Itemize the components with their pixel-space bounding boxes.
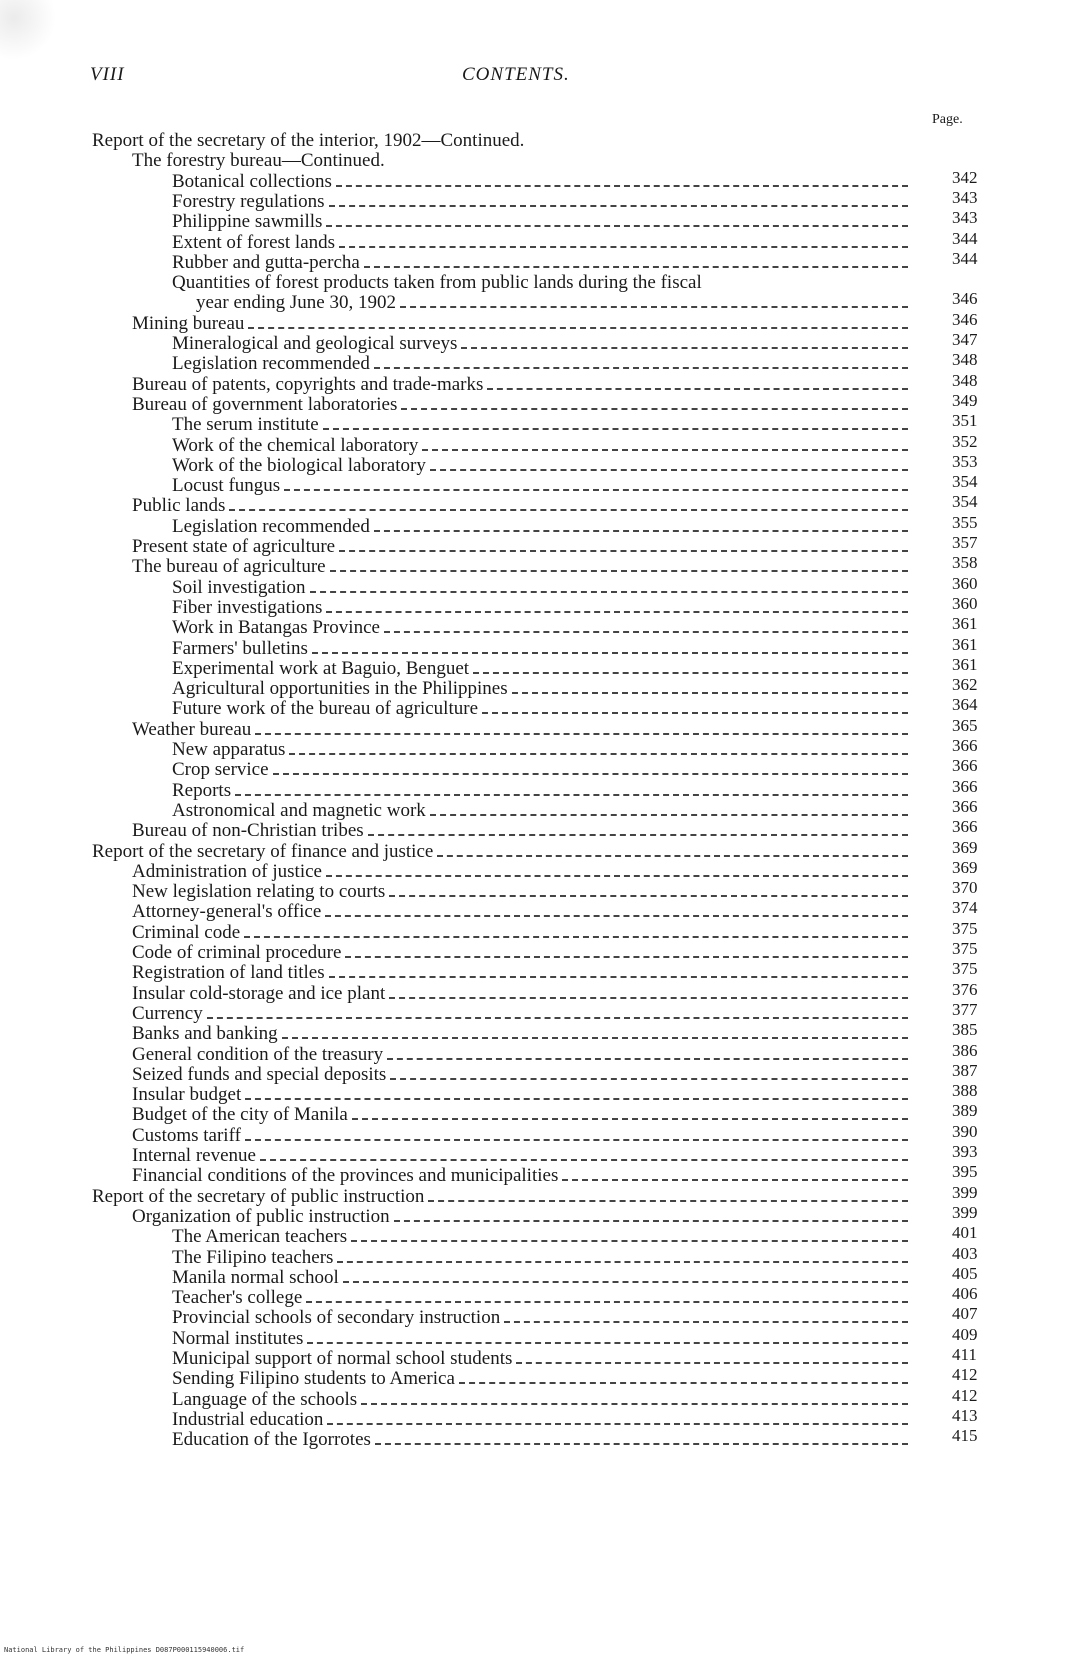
toc-entry xyxy=(132,1064,912,1086)
toc-entry xyxy=(132,150,912,172)
toc-entry xyxy=(132,1023,912,1045)
dot-leader xyxy=(229,509,908,511)
toc-entry xyxy=(132,1084,912,1106)
toc-entry-title: Reports xyxy=(172,779,232,801)
toc-entry-page: 354 xyxy=(952,492,978,512)
toc-entry-title: Code of criminal procedure xyxy=(132,942,342,963)
toc-entry-title: Extent of forest lands xyxy=(172,231,336,253)
dot-leader xyxy=(384,631,908,633)
toc-entry xyxy=(172,1429,912,1451)
toc-entry-title: Banks and banking xyxy=(132,1023,278,1045)
page-column-label: Page. xyxy=(932,112,963,127)
toc-entry-page: 347 xyxy=(952,330,978,349)
toc-entry-title: Philippine sawmills xyxy=(172,211,323,233)
toc-entry-title: Language of the schools xyxy=(172,1388,358,1410)
toc-entry xyxy=(172,698,912,720)
toc-entry-title: Weather bureau xyxy=(132,718,252,740)
toc-entry-page: 344 xyxy=(952,228,978,248)
toc-entry xyxy=(172,577,912,599)
toc-entry xyxy=(196,292,912,314)
dot-leader xyxy=(306,1301,908,1303)
toc-entry xyxy=(172,1247,912,1269)
toc-entry-page: 412 xyxy=(952,1385,978,1405)
scan-noise xyxy=(0,0,70,60)
toc-entry xyxy=(132,1003,912,1025)
toc-entry-page: 393 xyxy=(952,1142,978,1161)
toc-entry-title: Internal revenue xyxy=(132,1145,256,1166)
toc-entry-title: Bureau of non-Christian tribes xyxy=(132,820,364,842)
toc-entry xyxy=(172,333,912,355)
toc-entry-title: Forestry regulations xyxy=(172,190,325,212)
toc-entry-page: 342 xyxy=(952,167,978,187)
dot-leader xyxy=(207,1017,908,1019)
toc-entry-page: 343 xyxy=(952,187,978,207)
toc-entry xyxy=(92,841,912,863)
toc-entry xyxy=(172,353,912,375)
toc-entry xyxy=(172,171,912,193)
toc-entry-page: 406 xyxy=(952,1284,978,1304)
dot-leader xyxy=(394,1220,908,1222)
dot-leader xyxy=(461,347,908,349)
dot-leader xyxy=(516,1362,908,1364)
page-number-roman: VIII xyxy=(90,64,125,85)
page-title: CONTENTS. xyxy=(462,64,570,85)
toc-entry-page: 377 xyxy=(952,999,978,1019)
toc-entry xyxy=(92,130,912,152)
dot-leader xyxy=(282,1037,908,1039)
dot-leader xyxy=(400,306,908,308)
toc-entry-page: 360 xyxy=(952,573,978,593)
toc-entry xyxy=(132,1206,912,1228)
toc-entry xyxy=(132,861,912,883)
toc-entry-page: 399 xyxy=(952,1182,978,1202)
toc-entry xyxy=(92,1186,912,1208)
dot-leader xyxy=(260,1159,908,1161)
toc-entry-title: Organization of public instruction xyxy=(132,1205,390,1227)
toc-entry-page: 346 xyxy=(952,309,978,329)
toc-entry-title: Astronomical and magnetic work xyxy=(172,799,426,821)
toc-entry-title: New legislation relating to courts xyxy=(132,881,386,903)
scan-footer-stamp: National Library of the Philippines D087P000115940006.tif xyxy=(4,1646,245,1654)
toc-entry-page: 375 xyxy=(952,939,978,958)
toc-entry-page: 369 xyxy=(952,857,978,877)
dot-leader xyxy=(422,449,908,451)
toc-entry-title: The serum institute xyxy=(172,414,319,436)
toc-entry xyxy=(172,638,912,660)
toc-entry xyxy=(172,780,912,802)
toc-entry xyxy=(172,658,912,680)
toc-entry xyxy=(132,719,912,741)
toc-entry xyxy=(172,211,912,233)
toc-entry-page: 376 xyxy=(952,979,978,999)
dot-leader xyxy=(345,956,908,958)
toc-entry-page: 361 xyxy=(952,634,978,654)
toc-entry-title: Report of the secretary of the interior, 1902—Continued. xyxy=(92,130,525,151)
toc-entry-page: 405 xyxy=(952,1263,978,1283)
dot-leader xyxy=(330,570,908,572)
toc-entry-title: Agricultural opportunities in the Philippines xyxy=(172,678,508,700)
dot-leader xyxy=(327,1423,908,1425)
toc-entry-title: The forestry bureau—Continued. xyxy=(132,150,385,172)
dot-leader xyxy=(244,936,908,938)
toc-entry xyxy=(172,1389,912,1411)
toc-entry xyxy=(132,495,912,517)
toc-entry xyxy=(172,739,912,761)
toc-entry-page: 370 xyxy=(952,878,978,898)
toc-entry xyxy=(132,1145,912,1167)
dot-leader xyxy=(512,692,908,694)
toc-entry-page: 403 xyxy=(952,1243,978,1263)
toc-entry xyxy=(172,252,912,274)
toc-entry-page: 352 xyxy=(952,431,978,451)
toc-entry xyxy=(132,1104,912,1126)
dot-leader xyxy=(387,1058,908,1060)
toc-entry xyxy=(132,556,912,578)
dot-leader xyxy=(245,1139,908,1141)
dot-leader xyxy=(339,246,908,248)
toc-entry-page: 348 xyxy=(952,370,978,390)
toc-entry-title: Bureau of government laboratories xyxy=(132,393,398,415)
toc-entry xyxy=(172,1307,912,1329)
toc-entry-title: Rubber and gutta-percha xyxy=(172,251,360,273)
dot-leader xyxy=(337,1261,908,1263)
toc-entry-title: The Filipino teachers xyxy=(172,1246,334,1268)
dot-leader xyxy=(273,773,908,775)
toc-entry xyxy=(172,516,912,538)
toc-entry-title: Insular cold-storage and ice plant xyxy=(132,982,386,1004)
toc-entry-title: Fiber investigations xyxy=(172,596,323,618)
toc-entry-title: Present state of agriculture xyxy=(132,536,336,557)
toc-entry xyxy=(172,1368,912,1390)
toc-entry xyxy=(132,922,912,944)
toc-entry-page: 395 xyxy=(952,1162,978,1182)
toc-entry-title: Education of the Igorrotes xyxy=(172,1429,371,1451)
toc-entry-page: 375 xyxy=(952,959,978,979)
toc-entry-page: 409 xyxy=(952,1324,978,1344)
toc-entry xyxy=(132,313,912,335)
toc-entry-page: 366 xyxy=(952,796,978,816)
toc-entry-page: 412 xyxy=(952,1365,978,1385)
toc-entry xyxy=(132,394,912,416)
toc-entry-page: 361 xyxy=(952,654,978,674)
dot-leader xyxy=(428,1200,908,1202)
dot-leader xyxy=(390,1078,908,1080)
toc-entry-page: 390 xyxy=(952,1121,978,1141)
toc-entry xyxy=(172,617,912,639)
toc-entry xyxy=(132,962,912,984)
toc-entry-title: Work of the chemical laboratory xyxy=(172,434,419,456)
toc-entry-title: Farmers' bulletins xyxy=(172,637,308,659)
toc-entry xyxy=(132,942,912,964)
toc-entry-title: Locust fungus xyxy=(172,475,281,497)
toc-entry-page: 366 xyxy=(952,736,978,755)
dot-leader xyxy=(473,672,908,674)
toc-entry-title: The American teachers xyxy=(172,1226,348,1248)
dot-leader xyxy=(284,489,908,491)
toc-entry-page: 355 xyxy=(952,512,978,532)
toc-entry-page: 375 xyxy=(952,918,978,938)
dot-leader xyxy=(361,1403,908,1405)
dot-leader xyxy=(307,1342,908,1344)
toc-entry xyxy=(132,1044,912,1066)
toc-entry-title: Municipal support of normal school students xyxy=(172,1348,513,1369)
toc-entry-title: Bureau of patents, copyrights and trade-marks xyxy=(132,373,484,395)
toc-entry-title: Report of the secretary of finance and justice xyxy=(92,840,434,862)
dot-leader xyxy=(255,733,908,735)
dot-leader xyxy=(312,652,908,654)
toc-entry-page: 366 xyxy=(952,776,978,796)
toc-entry-title: Manila normal school xyxy=(172,1266,339,1288)
toc-entry-page: 415 xyxy=(952,1426,978,1446)
toc-entry-page: 389 xyxy=(952,1101,978,1121)
toc-entry-page: 364 xyxy=(952,695,978,715)
dot-leader xyxy=(375,1443,908,1445)
toc-entry-page: 344 xyxy=(952,248,978,268)
toc-entry-title: Customs tariff xyxy=(132,1124,241,1146)
toc-entry xyxy=(172,232,912,254)
dot-leader xyxy=(352,1118,908,1120)
toc-entry-title: Legislation recommended xyxy=(172,353,370,375)
toc-entry-title: Teacher's college xyxy=(172,1287,303,1309)
toc-entry-title: Normal institutes xyxy=(172,1327,304,1349)
toc-entry-page: 366 xyxy=(952,756,978,776)
toc-entry-title: The bureau of agriculture xyxy=(132,556,326,578)
dot-leader xyxy=(323,428,908,430)
toc-entry-page: 387 xyxy=(952,1060,978,1080)
dot-leader xyxy=(504,1321,908,1323)
dot-leader xyxy=(374,367,908,369)
toc-entry-title: Experimental work at Baguio, Benguet xyxy=(172,657,470,679)
dot-leader xyxy=(339,550,908,552)
toc-entry-title: Mineralogical and geological surveys xyxy=(172,333,458,354)
toc-entry xyxy=(132,820,912,842)
toc-entry-title: Criminal code xyxy=(132,921,241,943)
toc-entry xyxy=(132,536,912,558)
toc-entry xyxy=(132,881,912,903)
toc-entry-page: 353 xyxy=(952,451,978,471)
toc-entry-page: 386 xyxy=(952,1040,978,1060)
toc-entry-title: Future work of the bureau of agriculture xyxy=(172,698,479,720)
dot-leader xyxy=(437,855,908,857)
toc-entry-page: 361 xyxy=(952,614,978,634)
toc-entry-page: 411 xyxy=(952,1345,977,1364)
toc-entry-title: Financial conditions of the provinces and municipalities xyxy=(132,1165,559,1187)
dot-leader xyxy=(562,1179,908,1181)
toc-entry-title: Mining bureau xyxy=(132,312,245,334)
toc-entry xyxy=(132,374,912,396)
toc-entry-page: 407 xyxy=(952,1304,978,1324)
toc-entry-page: 369 xyxy=(952,837,978,857)
toc-entry-page: 366 xyxy=(952,817,978,837)
dot-leader xyxy=(430,814,908,816)
toc-entry-page: 348 xyxy=(952,350,978,370)
dot-leader xyxy=(289,753,908,755)
toc-entry xyxy=(132,1165,912,1187)
toc-entry-page: 358 xyxy=(952,553,978,573)
toc-entry xyxy=(172,759,912,781)
toc-entry-title: Soil investigation xyxy=(172,576,306,598)
dot-leader xyxy=(245,1098,908,1100)
toc-entry-page: 374 xyxy=(952,898,978,918)
dot-leader xyxy=(326,875,908,877)
dot-leader xyxy=(326,225,908,227)
toc-entry-title: Administration of justice xyxy=(132,860,322,882)
toc-entry xyxy=(172,1226,912,1248)
toc-entry-title: Seized funds and special deposits xyxy=(132,1063,387,1085)
toc-entry xyxy=(172,1348,912,1370)
dot-leader xyxy=(364,266,908,268)
dot-leader xyxy=(248,327,908,329)
toc-entry-page: 360 xyxy=(952,593,978,613)
toc-entry-title: Industrial education xyxy=(172,1408,324,1430)
toc-entry-title: Report of the secretary of public instruction xyxy=(92,1185,425,1207)
toc-entry-title: New apparatus xyxy=(172,739,286,760)
dot-leader xyxy=(430,469,908,471)
dot-leader xyxy=(235,794,908,796)
toc-entry-page: 385 xyxy=(952,1020,978,1040)
dot-leader xyxy=(329,205,908,207)
dot-leader xyxy=(389,997,908,999)
toc-entry xyxy=(172,1409,912,1431)
dot-leader xyxy=(343,1281,908,1283)
toc-entry-title: Provincial schools of secondary instruction xyxy=(172,1307,501,1329)
toc-entry-page: 399 xyxy=(952,1202,978,1222)
toc-entry-title: General condition of the treasury xyxy=(132,1043,384,1065)
dot-leader xyxy=(368,834,908,836)
toc-entry xyxy=(172,272,912,294)
toc-entry xyxy=(172,678,912,700)
toc-entry-title: Crop service xyxy=(172,759,269,781)
dot-leader xyxy=(310,591,908,593)
toc-entry xyxy=(172,455,912,477)
toc-entry-page: 365 xyxy=(952,715,978,735)
toc-entry-title: Work of the biological laboratory xyxy=(172,454,426,476)
dot-leader xyxy=(459,1382,908,1384)
toc-entry-title: Public lands xyxy=(132,495,226,517)
dot-leader xyxy=(336,185,908,187)
toc-entry-page: 343 xyxy=(952,208,978,228)
toc-entry xyxy=(172,800,912,822)
toc-entry-title: Attorney-general's office xyxy=(132,901,322,923)
toc-entry xyxy=(172,1287,912,1309)
toc-entry xyxy=(172,414,912,436)
toc-entry-title: Quantities of forest products taken from public lands during the fiscal xyxy=(172,272,702,294)
toc-entry xyxy=(132,1125,912,1147)
toc-entry xyxy=(172,435,912,457)
dot-leader xyxy=(326,611,908,613)
toc-entry-title: Work in Batangas Province xyxy=(172,617,380,639)
toc-entry xyxy=(132,983,912,1005)
toc-entry xyxy=(172,191,912,213)
dot-leader xyxy=(401,408,908,410)
dot-leader xyxy=(329,976,908,978)
dot-leader xyxy=(374,530,908,532)
dot-leader xyxy=(351,1240,908,1242)
toc-entry-title: Botanical collections xyxy=(172,170,332,192)
toc-entry xyxy=(172,1267,912,1289)
toc-entry-page: 349 xyxy=(952,390,978,410)
toc-entry-page: 401 xyxy=(952,1223,978,1243)
toc-entry-page: 354 xyxy=(952,472,978,492)
toc-entry-title: Sending Filipino students to America xyxy=(172,1368,455,1390)
dot-leader xyxy=(325,915,908,917)
toc-entry-title: year ending June 30, 1902 xyxy=(196,292,396,314)
toc-entry xyxy=(132,901,912,923)
toc-entry-title: Registration of land titles xyxy=(132,962,325,984)
dot-leader xyxy=(389,895,908,897)
toc-entry-page: 351 xyxy=(952,411,978,431)
dot-leader xyxy=(487,388,908,390)
toc-entry-page: 346 xyxy=(952,289,978,309)
toc-entry-page: 362 xyxy=(952,675,978,695)
toc-entry-page: 413 xyxy=(952,1405,978,1425)
toc-entry-title: Currency xyxy=(132,1002,203,1024)
toc-entry-title: Legislation recommended xyxy=(172,515,370,537)
toc-entry-page: 388 xyxy=(952,1081,978,1101)
toc-entry-title: Insular budget xyxy=(132,1084,242,1106)
toc-entry-page: 357 xyxy=(952,533,978,552)
toc-entry-title: Budget of the city of Manila xyxy=(132,1104,348,1126)
toc-entry xyxy=(172,475,912,497)
toc-entry xyxy=(172,1328,912,1350)
dot-leader xyxy=(482,712,908,714)
toc-entry xyxy=(172,597,912,619)
